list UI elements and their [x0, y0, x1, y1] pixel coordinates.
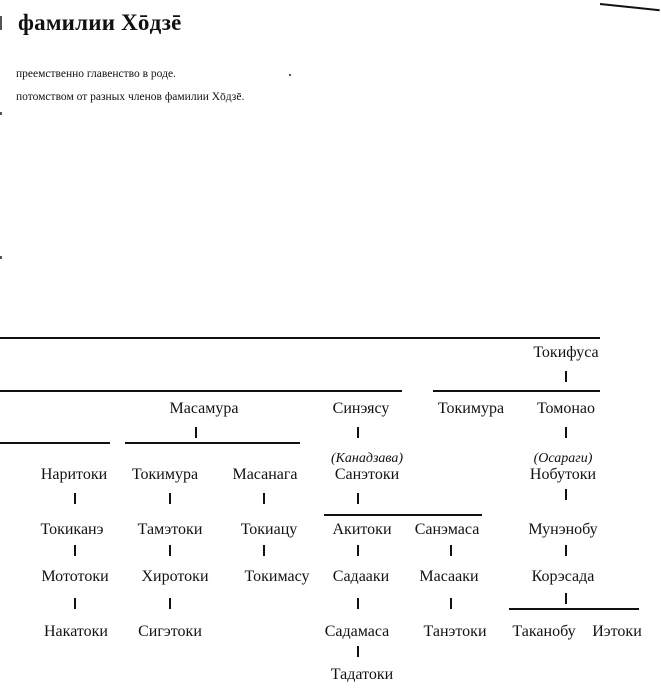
person-ietoki: Иэтоки: [592, 623, 642, 640]
person-masaaki: Масааки: [419, 568, 479, 585]
tree-connector: [450, 545, 452, 556]
scan-speck: [0, 112, 2, 115]
person-tomonao: Томонао: [536, 400, 596, 417]
person-sanetoki: Санэтоки: [334, 466, 400, 483]
tree-connector: [357, 427, 359, 438]
page-heading: фамилии Хōдзē: [18, 10, 182, 35]
person-tokifusa: Токифуса: [533, 344, 599, 361]
tree-connector: [263, 545, 265, 556]
tree-connector: [169, 545, 171, 556]
person-sanemasa: Санэмаса: [414, 521, 480, 538]
tree-line-koresada-children: [509, 608, 639, 610]
person-tokikane: Токиканэ: [40, 521, 104, 538]
person-tanetoki: Танэтоки: [423, 623, 487, 640]
tree-connector: [357, 598, 359, 609]
tree-connector: [450, 598, 452, 609]
person-koresada: Корэсада: [531, 568, 595, 585]
tree-connector: [357, 493, 359, 504]
person-naritoki: Наритоки: [40, 466, 108, 483]
person-tokimura-gen2: Токимура: [437, 400, 505, 417]
tree-connector: [565, 545, 567, 556]
tree-connector: [565, 489, 567, 500]
tree-line-top: [0, 337, 600, 339]
person-hirotoki: Хиротоки: [141, 568, 209, 585]
tree-connector: [74, 598, 76, 609]
tree-connector: [74, 493, 76, 504]
person-masanaga: Масанага: [232, 466, 298, 483]
note-line-2: потомством от разных членов фамилии Хōдзē.: [16, 91, 245, 103]
person-sadaaki: Садааки: [332, 568, 390, 585]
person-munenobu: Мунэнобу: [528, 521, 598, 538]
person-sineyasu: Синэясу: [332, 400, 390, 417]
person-tadatoki: Тадатоки: [330, 666, 394, 683]
tree-connector: [565, 593, 567, 604]
scan-speck: [0, 256, 2, 259]
tree-connector: [565, 371, 567, 382]
person-takanobu: Таканобу: [512, 623, 576, 640]
tree-line-sanetoki-children: [324, 514, 482, 516]
tree-connector: [195, 427, 197, 438]
tree-line-naritoki: [0, 442, 110, 444]
scan-speck: [0, 16, 2, 30]
tree-line-gen2-right: [433, 390, 600, 392]
person-akitoki: Акитоки: [332, 521, 392, 538]
tree-connector: [169, 493, 171, 504]
person-sigetoki: Сигэтоки: [138, 623, 202, 640]
person-tametoki: Тамэтоки: [137, 521, 203, 538]
tree-line-masamura-children: [125, 442, 300, 444]
person-nobutoki: Нобутоки: [529, 466, 597, 483]
person-tokimasu: Токимасу: [244, 568, 310, 585]
person-sadamasa: Садамаса: [324, 623, 390, 640]
note-line-1: преемственно главенство в роде.: [16, 68, 176, 80]
tree-connector: [565, 427, 567, 438]
person-masamura: Масамура: [169, 400, 239, 417]
tree-connector: [74, 545, 76, 556]
alias-osaragi: (Осараги): [533, 451, 593, 466]
scan-speck: [289, 74, 291, 76]
tree-connector: [357, 545, 359, 556]
scan-edge-mark: [600, 3, 660, 11]
alias-kanadzawa: (Канадзава): [330, 451, 404, 466]
tree-connector: [357, 646, 359, 657]
tree-line-gen2-left: [0, 390, 402, 392]
person-nakatoki: Накатоки: [44, 623, 108, 640]
tree-connector: [169, 598, 171, 609]
person-mototoki: Мототоки: [41, 568, 109, 585]
tree-connector: [263, 493, 265, 504]
person-tokiatsu: Токиацу: [240, 521, 298, 538]
person-tokimura-gen3: Токимура: [131, 466, 199, 483]
